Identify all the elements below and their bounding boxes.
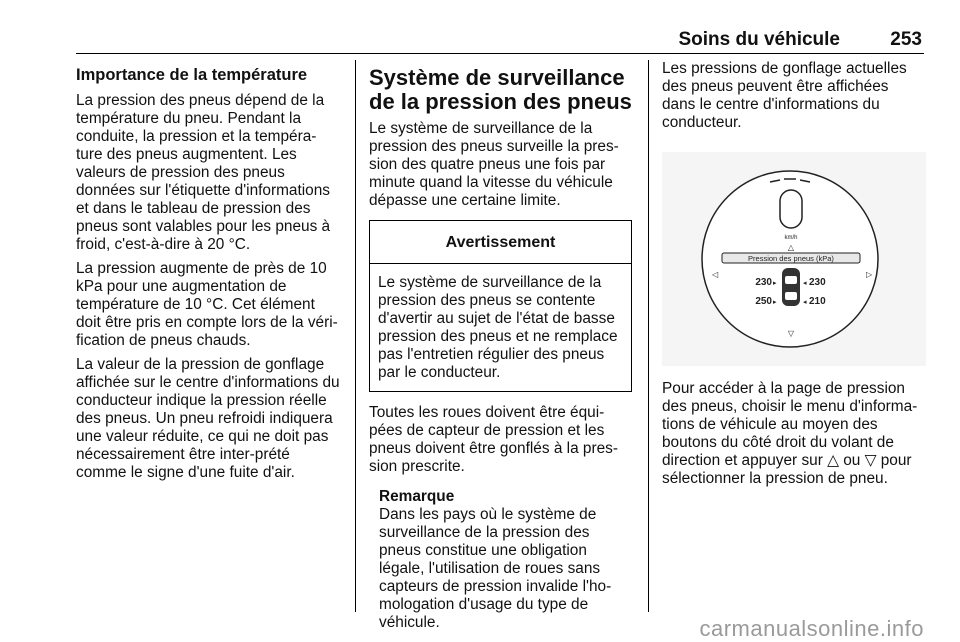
car-rear-window <box>785 292 797 300</box>
warning-box <box>369 220 632 392</box>
car-windshield <box>785 276 797 284</box>
paragraph: La valeur de la pression de gonflage affichée sur le centre d'informations du conducteur indique la pression réelle des pneus. Un pneu refroidi indiquera une valeur réduite, ce qui ne doit pas nécessairement être inter-prété comme le signe d'une fuite d'air. <box>76 356 340 481</box>
up-arrow-icon: △ <box>787 243 795 252</box>
column-left <box>76 60 342 488</box>
right-arrow-icon: ▷ <box>866 270 873 279</box>
pressure-rear-right: 210 <box>809 296 826 307</box>
paragraph: Toutes les roues doivent être équi-pées de capteur de pression et les pneus doivent être gonflés à la pres-sion prescrite. <box>369 404 618 475</box>
warning-body: Le système de surveillance de la pression des pneus se contente d'avertir au sujet de l'état de basse pression des pneus et ne remplace pas l'entretien régulier des pneus par le conducteur. <box>378 274 618 381</box>
banner-text: Pression des pneus (kPa) <box>748 254 834 263</box>
paragraph: Pour accéder à la page de pression des pneus, choisir le menu d'informa-tions de véhicule au moyen des boutons du côté droit du volant de direction et appuyer sur △ ou ▽ pour sélectionner la pression de pneu. <box>662 380 918 487</box>
column-divider-left <box>355 60 356 612</box>
tire-indicator-icon: ▸ <box>773 280 777 287</box>
column-right <box>662 60 926 494</box>
section-heading-temperature: Importance de la température <box>76 66 308 84</box>
paragraph: La pression des pneus dépend de la température du pneu. Pendant la conduite, la pression et la tempéra-ture des pneus augmentent. Les valeurs de pression des pneus données sur l'étiquette d'informations et dans le tableau de pression des pneus sont valables pour les pneus à froid, c'est-à-dire à 20 °C. <box>76 92 331 253</box>
tire-indicator-icon: ◂ <box>803 280 807 287</box>
header-rule <box>76 53 924 54</box>
note-block <box>379 488 632 632</box>
note-title: Remarque <box>379 488 455 505</box>
paragraph: Les pressions de gonflage actuelles des pneus peuvent être affichées dans le centre d'informations du conducteur. <box>662 60 907 131</box>
pressure-front-left: 230 <box>755 277 772 288</box>
tire-indicator-icon: ▸ <box>773 299 777 306</box>
pressure-rear-left: 250 <box>755 296 772 307</box>
car-top-view-icon <box>782 268 800 306</box>
left-arrow-icon: ◁ <box>712 270 719 279</box>
section-heading-tpms: Système de surveillance de la pression des pneus <box>369 65 632 114</box>
column-middle <box>369 60 632 632</box>
page-number: 253 <box>890 29 922 50</box>
unit-label: km/h <box>784 235 798 241</box>
paragraph: Le système de surveillance de la pression des pneus surveille la pres-sion des quatre pneus une fois par minute quand la vitesse du véhicule dépasse une certaine limite. <box>369 120 619 209</box>
down-arrow-icon: ▽ <box>787 329 795 338</box>
tire-pressure-display-illustration <box>662 152 926 366</box>
header-title: Soins du véhicule <box>678 29 840 50</box>
warning-title: Avertissement <box>370 221 631 264</box>
tire-indicator-icon: ◂ <box>803 299 807 306</box>
display-svg <box>662 152 926 366</box>
note-body: Dans les pays où le système de surveillance de la pression des pneus constitue une obligation légale, l'utilisation de roues sans capteurs de pression invalide l'ho-mologation d'usage du type de véhicule. <box>379 506 612 631</box>
pressure-front-right: 230 <box>809 277 826 288</box>
watermark: carmanualsonline.info <box>699 616 924 641</box>
column-divider-right <box>648 60 649 612</box>
paragraph: La pression augmente de près de 10 kPa pour une augmentation de température de 10 °C. Cet élément doit être pris en compte lors de la véri-fication de pneus chauds. <box>76 260 338 349</box>
